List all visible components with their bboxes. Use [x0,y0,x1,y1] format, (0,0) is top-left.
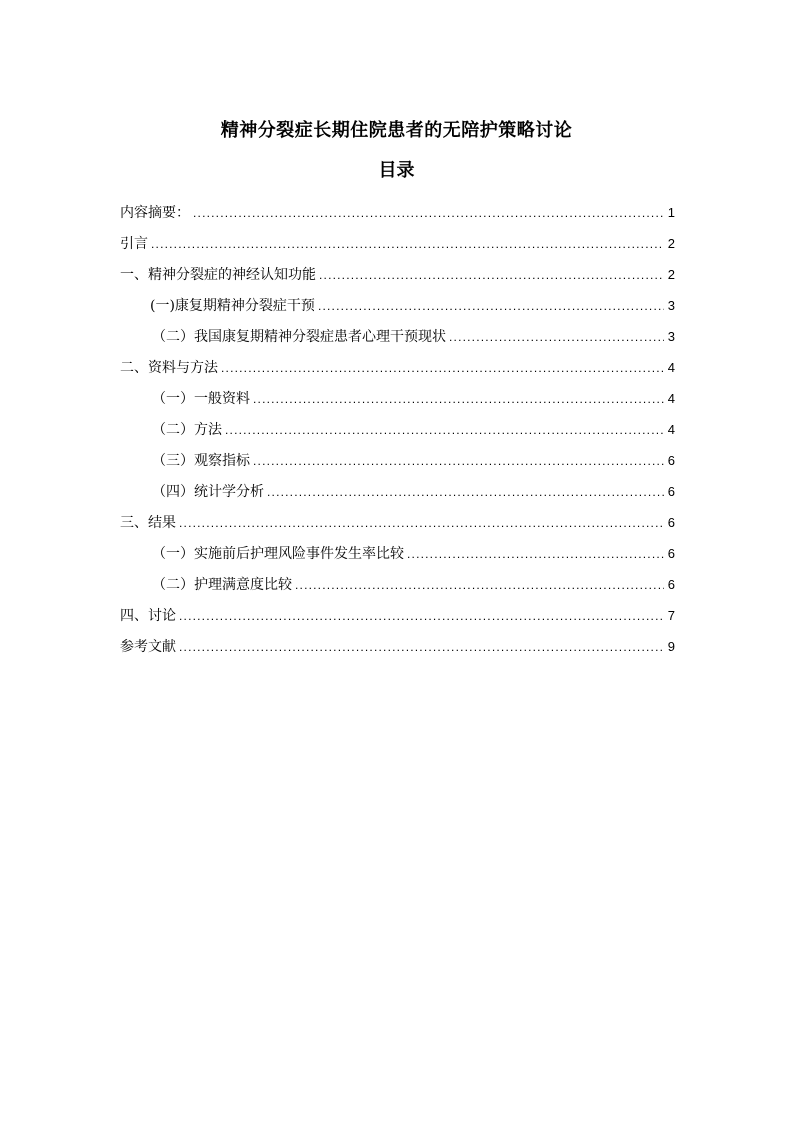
toc-dot-leader [253,384,664,415]
toc-dot-leader [151,229,664,260]
toc-entry-section-4[interactable] [120,600,675,631]
toc-entry-label: （四）统计学分析 [152,484,264,500]
toc-entry-label: 内容摘要： [120,205,190,221]
toc-entry-section-2[interactable] [120,352,675,383]
toc-entry-section-2-1[interactable] [120,383,675,414]
toc-entry-label: 四、讨论 [120,608,176,624]
toc-dot-leader [295,570,664,601]
toc-entry-label: （一）实施前后护理风险事件发生率比较 [152,546,404,562]
table-of-contents [120,197,675,662]
document-title: 精神分裂症长期住院患者的无陪护策略讨论 [220,120,573,141]
toc-dot-leader [319,260,664,291]
toc-heading: 目录 [378,160,415,181]
toc-entry-references[interactable] [120,631,675,662]
toc-dot-leader [225,415,664,446]
toc-entry-section-3-2[interactable] [120,569,675,600]
toc-entry-page-number: 2 [667,236,675,251]
toc-entry-page-number: 3 [667,298,675,313]
toc-entry-section-2-2[interactable] [120,414,675,445]
toc-entry-label: 引言 [120,236,148,252]
toc-dot-leader [179,601,664,632]
toc-dot-leader [193,198,664,229]
toc-entry-label: （三）观察指标 [152,453,250,469]
toc-entry-page-number: 4 [667,360,675,375]
toc-entry-page-number: 6 [667,515,675,530]
toc-entry-label: 三、结果 [120,515,176,531]
toc-entry-page-number: 9 [667,639,675,654]
toc-dot-leader [267,477,664,508]
toc-entry-section-2-3[interactable] [120,445,675,476]
toc-dot-leader [407,539,664,570]
toc-entry-page-number: 6 [667,546,675,561]
toc-entry-introduction[interactable] [120,228,675,259]
toc-entry-page-number: 4 [667,391,675,406]
toc-dot-leader [179,632,664,663]
toc-entry-section-3[interactable] [120,507,675,538]
toc-entry-label: (一)康复期精神分裂症干预 [150,298,315,314]
toc-entry-page-number: 6 [667,484,675,499]
toc-dot-leader [253,446,664,477]
toc-dot-leader [318,291,664,322]
toc-entry-label: 参考文献 [120,639,176,655]
toc-entry-section-1-2[interactable] [120,321,675,352]
toc-entry-page-number: 3 [667,329,675,344]
toc-dot-leader [449,322,664,353]
toc-entry-label: （一）一般资料 [152,391,250,407]
toc-entry-label: （二）护理满意度比较 [152,577,292,593]
toc-entry-page-number: 1 [667,205,675,220]
toc-entry-label: （二）我国康复期精神分裂症患者心理干预现状 [152,329,446,345]
toc-entry-page-number: 7 [667,608,675,623]
toc-entry-page-number: 6 [667,453,675,468]
toc-entry-section-2-4[interactable] [120,476,675,507]
toc-entry-section-3-1[interactable] [120,538,675,569]
toc-entry-page-number: 6 [667,577,675,592]
toc-entry-section-1[interactable] [120,259,675,290]
toc-entry-page-number: 2 [667,267,675,282]
toc-entry-label: 二、资料与方法 [120,360,218,376]
toc-entry-label: 一、精神分裂症的神经认知功能 [120,267,316,283]
toc-dot-leader [221,353,664,384]
toc-entry-section-1-1[interactable] [120,290,675,321]
toc-dot-leader [179,508,664,539]
toc-entry-label: （二）方法 [152,422,222,438]
toc-entry-abstract[interactable] [120,197,675,228]
toc-entry-page-number: 4 [667,422,675,437]
